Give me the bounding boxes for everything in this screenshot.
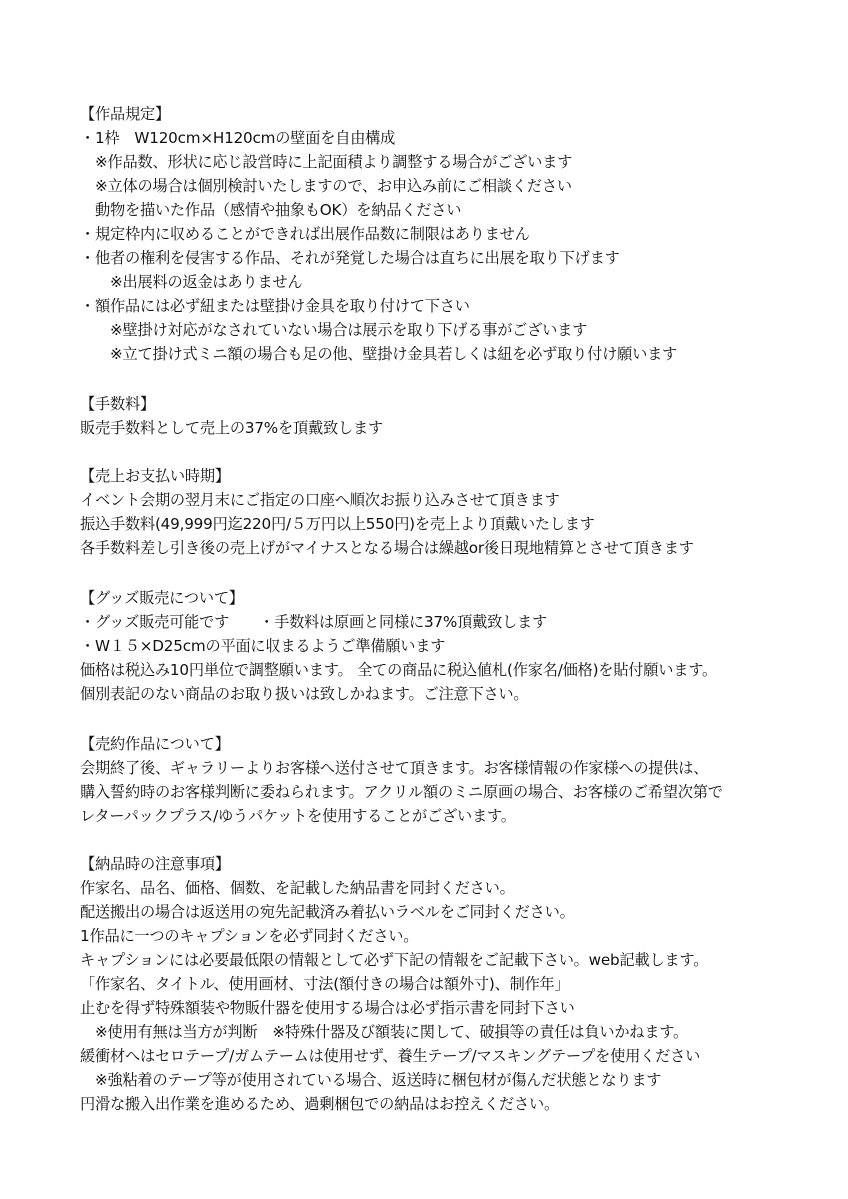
text-line: 購入誓約時のお客様判断に委ねられます。アクリル額のミニ原画の場合、お客様のご希望次第で [80,783,723,801]
text-line: ・グッズ販売可能です ・手数料は原画と同様に37%頂戴致します [80,613,548,631]
heading-work-rules: 【作品規定】 [80,105,170,123]
text-line: ・額作品には必ず紐または壁掛け金具を取り付けて下さい [80,297,470,315]
text-line: ※立体の場合は個別検討いたしますので、お申込み前にご相談ください [80,177,572,195]
text-line: レターパックプラス/ゆうパケットを使用することがございます。 [80,807,516,825]
text-line: 円滑な搬入出作業を進めるため、過剰梱包での納品はお控えください。 [80,1095,559,1113]
text-line: キャプションには必要最低限の情報として必ず下記の情報をご記載下さい。web記載します。 [80,951,709,969]
text-line: ※作品数、形状に応じ設営時に上記面積より調整する場合がございます [80,153,573,171]
text-line: 振込手数料(49,999円迄220円/５万円以上550円)を売上より頂戴いたします [80,515,595,533]
text-line: ※使用有無は当方が判断 ※特殊什器及び額装に関して、破損等の責任は負いかねます。 [80,1023,689,1041]
text-line: 配送搬出の場合は返送用の宛先記載済み着払いラベルをご同封ください。 [80,903,575,921]
text-line: 個別表記のない商品のお取り扱いは致しかねます。ご注意下さい。 [80,685,529,703]
heading-goods-sales: 【グッズ販売について】 [80,589,244,607]
text-line: ※壁掛け対応がなされていない場合は展示を取り下げる事がございます [80,321,588,339]
text-line: ・規定枠内に収めることができれば出展作品数に制限はありません [80,225,530,243]
text-line: ※出展料の返金はありません [80,273,303,291]
text-line: ※立て掛け式ミニ額の場合も足の他、壁掛け金具若しくは紐を必ず取り付け願います [80,345,678,363]
text-line: ※強粘着のテープ等が使用されている場合、返送時に梱包材が傷んだ状態となります [80,1071,662,1089]
heading-commission: 【手数料】 [80,395,155,413]
text-line: ・他者の権利を侵害する作品、それが発覚した場合は直ちに出展を取り下げます [80,249,620,267]
heading-payment-schedule: 【売上お支払い時期】 [80,467,230,485]
text-line: 販売手数料として売上の37%を頂戴致します [80,419,383,437]
text-line: 作家名、品名、価格、個数、を記載した納品書を同封ください。 [80,879,515,897]
text-line: 1作品に一つのキャプションを必ず同封ください。 [80,927,419,945]
text-line: イベント会期の翌月末にご指定の口座へ順次お振り込みさせて頂きます [80,491,560,509]
text-line: 会期終了後、ギャラリーよりお客様へ送付させて頂きます。お客様情報の作家様への提供は、 [80,759,709,777]
heading-delivery-notes: 【納品時の注意事項】 [80,855,230,873]
text-line: 価格は税込み10円単位で調整願います。 全ての商品に税込値札(作家名/価格)を貼付願います。 [80,661,717,679]
text-line: 緩衝材へはセロテープ/ガムテームは使用せず、養生テープ/マスキングテープを使用ください [80,1047,701,1065]
heading-sold-works: 【売約作品について】 [80,735,230,753]
text-line: 「作家名、タイトル、使用画材、寸法(額付きの場合は額外寸)、制作年」 [80,975,570,993]
text-line: 各手数料差し引き後の売上げがマイナスとなる場合は繰越or後日現地精算とさせて頂きます [80,539,694,557]
text-line: 動物を描いた作品（感情や抽象もOK）を納品ください [80,201,462,219]
text-line: ・W１５×D25cmの平面に収まるようご準備願います [80,637,446,655]
text-line: 止むを得ず特殊額装や物販什器を使用する場合は必ず指示書を同封下さい [80,999,575,1017]
text-line: ・1枠 W120cm×H120cmの壁面を自由構成 [80,129,396,147]
